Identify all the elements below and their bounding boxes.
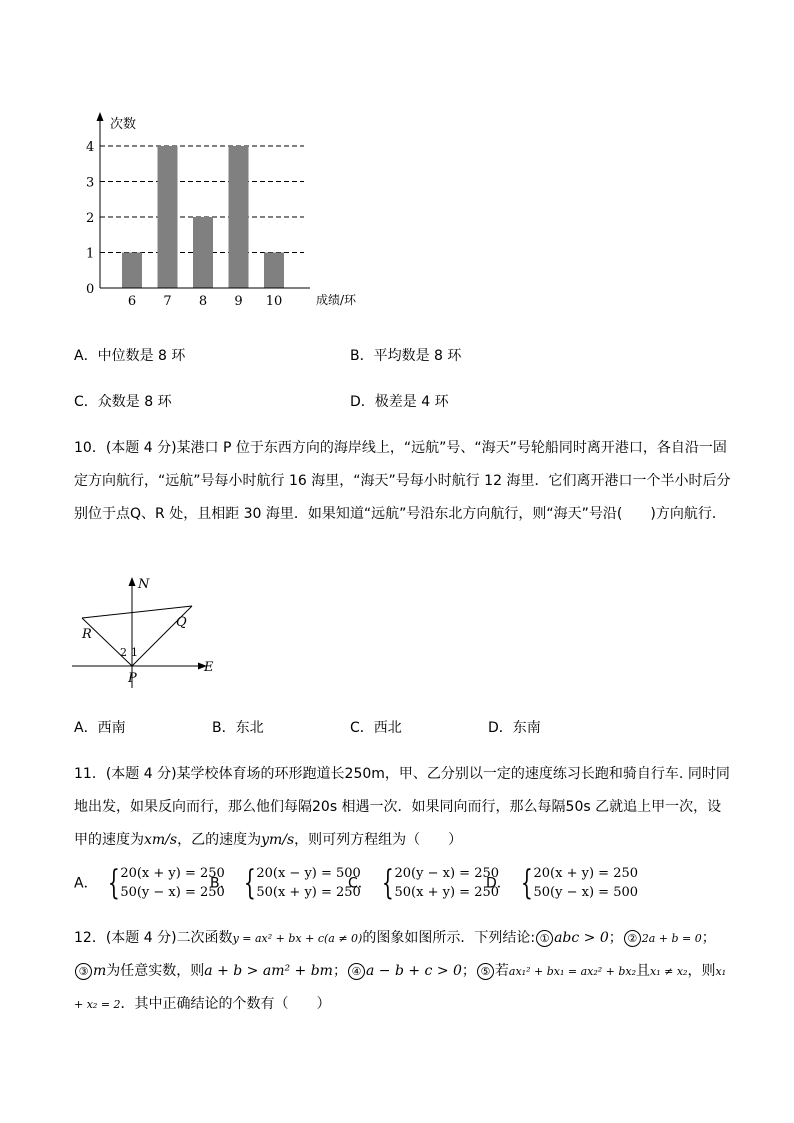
equation-2: 50(x + y) = 250 xyxy=(256,885,361,900)
option-label: D． xyxy=(486,875,511,892)
function-expr: y = ax² + bx + c(a ≠ 0) xyxy=(232,932,363,945)
q10-option-d[interactable] xyxy=(488,718,541,738)
left-brace-icon: { xyxy=(520,863,533,903)
option-text: 众数是 8 环 xyxy=(97,394,172,410)
sep-4: ； xyxy=(461,963,476,979)
text-4: 若 xyxy=(494,963,509,979)
option-label: D． xyxy=(488,720,513,736)
option-text: 西北 xyxy=(373,720,402,736)
conclusion-5-result: x₁ + x₂ = 2 xyxy=(74,965,727,1011)
q12-stem xyxy=(74,922,734,1021)
equation-2: 50(x + y) = 250 xyxy=(394,885,500,900)
equation-1: 20(x + y) = 250 xyxy=(120,866,225,881)
option-text: 东北 xyxy=(235,720,264,736)
question-score: (本题 4 分) xyxy=(105,930,177,946)
var-y: ym/s xyxy=(261,832,295,848)
conclusion-2: 2a + b = 0 xyxy=(641,932,702,945)
text-5: 且 xyxy=(636,963,651,979)
q9-option-a[interactable] xyxy=(74,346,185,366)
option-label: A． xyxy=(74,875,98,892)
y-tick-label: 2 xyxy=(86,211,95,226)
q9-option-b[interactable] xyxy=(350,346,461,366)
y-tick-label: 3 xyxy=(86,175,95,191)
question-number: 12． xyxy=(74,930,106,946)
conclusion-5-inequality: x₁ ≠ x₂ xyxy=(650,965,688,978)
option-label: C． xyxy=(74,394,98,410)
option-text: 极差是 4 环 xyxy=(374,394,449,410)
equation-system xyxy=(377,864,499,902)
bar-7 xyxy=(158,146,178,288)
text-7: ．其中正确结论的个数有（ ） xyxy=(120,996,331,1012)
text-6: ，则 xyxy=(687,963,716,979)
option-label: B． xyxy=(350,348,374,364)
left-brace-icon: { xyxy=(243,863,256,903)
option-label: C． xyxy=(350,720,374,736)
conclusion-4: a − b + c > 0 xyxy=(365,963,462,979)
question-text: 某港口 P 位于东西方向的海岸线上，“远航”号、“海天”号轮船同时离开港口，各自沿一固定方向航行，“远航”号每小时航行 16 海里，“海天”号每小时航行 12 海里．它们离开港口一个半小时后分别位于点Q、R 处，且相距 30 海里．如果知道“远航”号沿东北方向航行，则“海天”号沿( )方向航行． xyxy=(74,440,731,522)
left-brace-icon: { xyxy=(107,863,120,903)
bar-8 xyxy=(193,217,213,288)
north-arrow-icon xyxy=(129,577,136,586)
var-x: xm/s xyxy=(144,832,178,848)
question-number: 11． xyxy=(74,766,106,782)
y-axis-label: 次数 xyxy=(110,117,137,132)
equation-2: 50(y − x) = 250 xyxy=(120,885,225,900)
question-score: (本题 4 分) xyxy=(105,766,177,782)
circled-1: ① xyxy=(536,930,553,947)
compass-figure xyxy=(66,572,226,692)
option-text: 东南 xyxy=(512,720,541,736)
question-text-c: ，则可列方程组为（ ） xyxy=(294,832,463,848)
equation-system xyxy=(516,864,638,902)
equation-system xyxy=(103,864,225,902)
conclusion-3: a + b > am² + bm xyxy=(204,963,333,979)
conclusion-1: abc > 0 xyxy=(554,930,609,946)
option-label: B． xyxy=(212,720,236,736)
label-n: N xyxy=(138,577,150,592)
option-label: A． xyxy=(74,348,98,364)
q10-option-b[interactable] xyxy=(212,718,264,738)
circled-2: ② xyxy=(624,930,641,947)
label-e: E xyxy=(204,660,214,675)
q10-option-c[interactable] xyxy=(350,718,402,738)
y-axis-arrow-icon xyxy=(97,112,104,121)
option-text: 中位数是 8 环 xyxy=(97,348,186,364)
option-label: D． xyxy=(350,394,375,410)
option-text: 平均数是 8 环 xyxy=(373,348,462,364)
q10-stem xyxy=(74,432,734,531)
q11-option-c[interactable] xyxy=(348,864,499,902)
q10-option-a[interactable] xyxy=(74,718,126,738)
question-number: 10． xyxy=(74,440,106,456)
equation-1: 20(y − x) = 250 xyxy=(394,866,500,881)
q11-option-b[interactable] xyxy=(210,864,361,902)
equation-1: 20(x + y) = 250 xyxy=(533,866,639,881)
label-p: P xyxy=(128,671,137,686)
label-r: R xyxy=(82,627,92,642)
y-tick-label: 1 xyxy=(86,246,95,262)
left-brace-icon: { xyxy=(381,863,394,903)
bar-10 xyxy=(264,253,284,289)
q11-option-d[interactable] xyxy=(486,864,638,902)
y-tick-label: 0 xyxy=(86,282,95,297)
option-label: B． xyxy=(210,875,234,892)
label-q: Q xyxy=(176,615,187,630)
var-m: m xyxy=(93,963,107,979)
q9-option-c[interactable] xyxy=(74,392,172,412)
x-axis-label: 成绩/环 xyxy=(316,293,357,307)
equation-system xyxy=(239,864,361,902)
x-tick-label: 8 xyxy=(198,294,208,309)
question-text-b: ，乙的速度为 xyxy=(177,832,262,848)
equation-2: 50(y − x) = 500 xyxy=(533,885,639,900)
y-tick-label: 4 xyxy=(86,140,95,155)
text-1: 二次函数 xyxy=(176,930,233,946)
bar-9 xyxy=(229,146,249,288)
option-label: C． xyxy=(348,875,372,892)
bar-chart xyxy=(80,108,380,338)
q9-option-d[interactable] xyxy=(350,392,449,412)
q11-option-a[interactable] xyxy=(74,864,225,902)
question-score: (本题 4 分) xyxy=(105,440,177,456)
x-tick-label: 10 xyxy=(265,294,283,309)
conclusion-5-condition: ax₁² + bx₁ = ax₂² + bx₂ xyxy=(508,965,637,978)
bar-6 xyxy=(122,253,142,289)
angle-label-1: 1 xyxy=(131,646,138,659)
circled-3: ③ xyxy=(75,963,92,980)
equation-1: 20(x − y) = 500 xyxy=(256,866,361,881)
option-text: 西南 xyxy=(97,720,126,736)
text-3: 为任意实数，则 xyxy=(106,963,205,979)
circled-4: ④ xyxy=(348,963,365,980)
x-tick-label: 7 xyxy=(163,294,172,309)
sep-2: ； xyxy=(701,930,716,946)
text-2: 的图象如图所示．下列结论: xyxy=(362,930,536,946)
x-tick-label: 9 xyxy=(234,294,243,309)
question-text-a: 某学校体育场的环形跑道长250m，甲、乙分别以一定的速度练习长跑和骑自行车. 同时同地出发，如果反向而行，那么他们每隔20s 相遇一次．如果同向而行，那么每隔50s 乙就追上甲一次，设甲的速度为 xyxy=(74,766,730,848)
circled-5: ⑤ xyxy=(477,963,494,980)
sep-1: ； xyxy=(608,930,623,946)
x-tick-label: 6 xyxy=(127,294,137,309)
q11-stem xyxy=(74,758,734,857)
option-label: A． xyxy=(74,720,98,736)
sep-3: ； xyxy=(332,963,347,979)
angle-label-2: 2 xyxy=(120,646,127,659)
